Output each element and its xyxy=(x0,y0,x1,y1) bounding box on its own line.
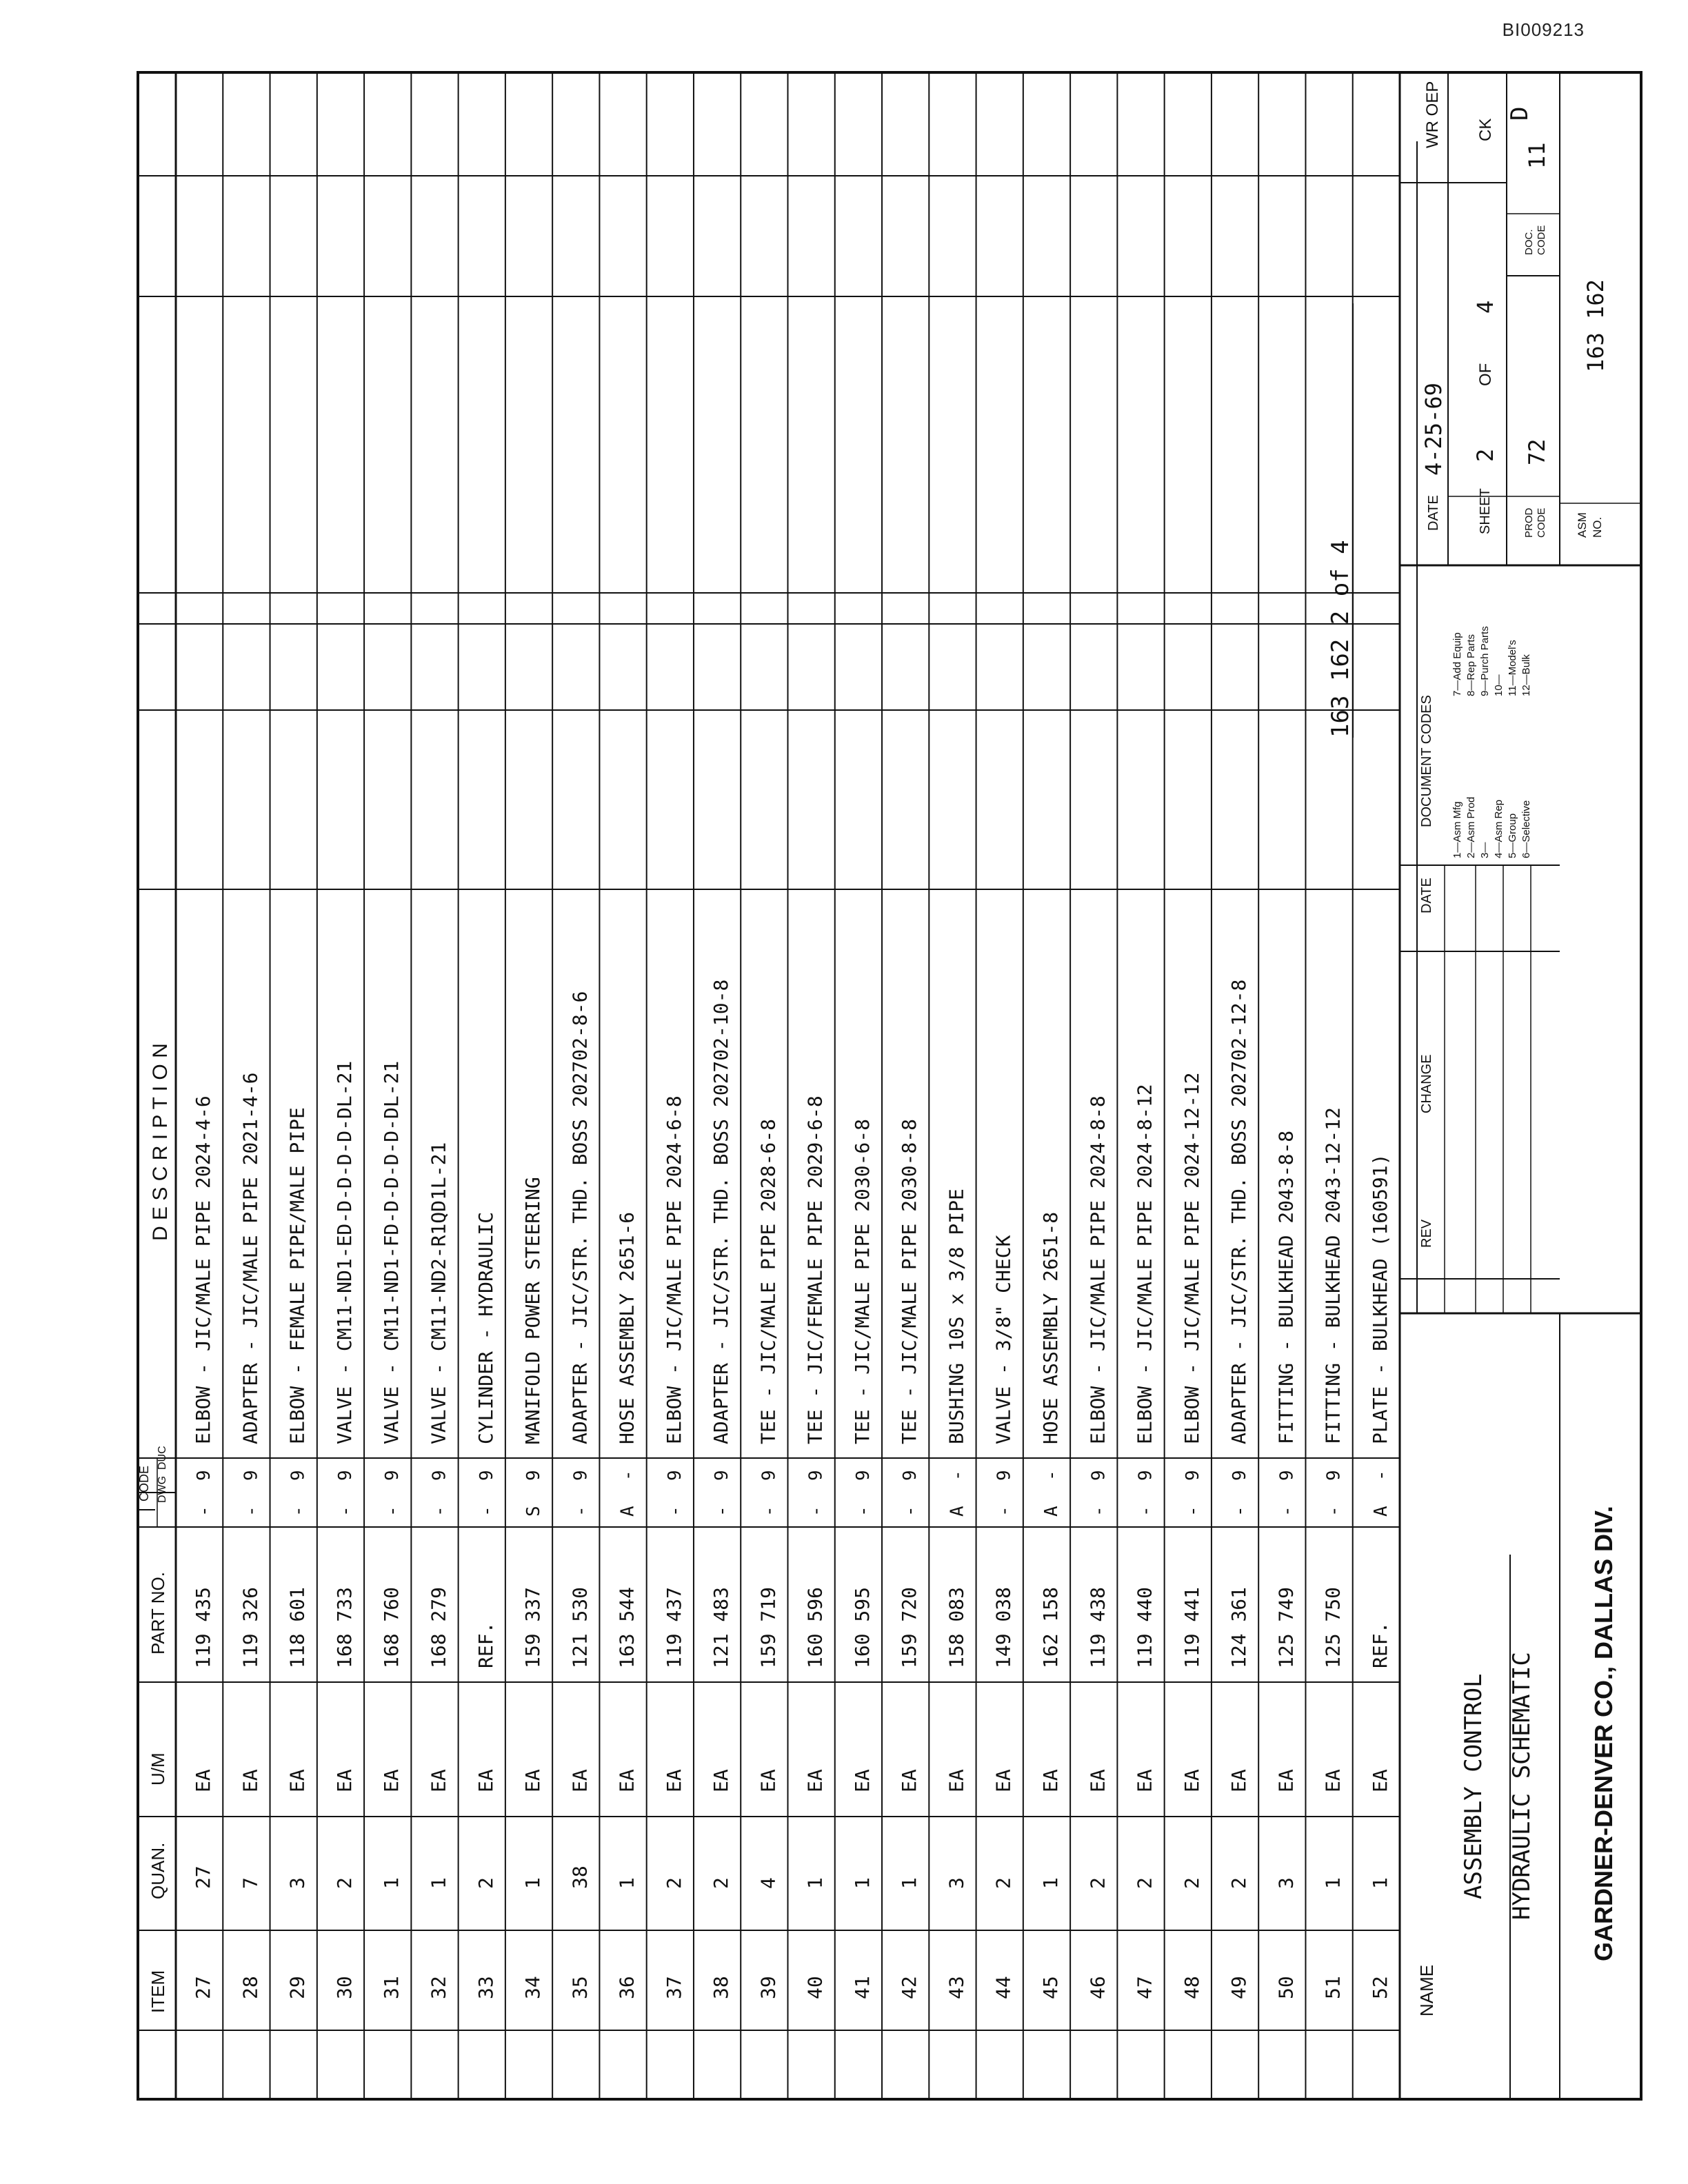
part-number: 159 720 xyxy=(898,1586,921,1668)
header-part-no: PART NO. xyxy=(148,1572,168,1655)
change-label: CHANGE xyxy=(1419,1054,1434,1113)
part-number: 168 279 xyxy=(427,1586,450,1668)
quantity: 1 xyxy=(850,1877,874,1889)
duc-code: 9 xyxy=(1229,1470,1251,1481)
header-duc: DUC xyxy=(157,1446,168,1470)
prod-code-label-1: PROD xyxy=(1523,507,1535,538)
unit-of-measure: EA xyxy=(992,1769,1015,1792)
dwg-code: - xyxy=(429,1506,450,1517)
dwg-code: - xyxy=(194,1506,215,1517)
quantity: 27 xyxy=(192,1866,215,1889)
description: TEE - JIC/MALE PIPE 2030-8-8 xyxy=(898,1118,921,1444)
name-label: NAME xyxy=(1416,1964,1437,2016)
dwg-code: A xyxy=(1041,1506,1062,1517)
part-number: 119 440 xyxy=(1133,1586,1156,1668)
company-name: GARDNER-DENVER CO., DALLAS DIV. xyxy=(1589,1506,1618,1961)
unit-of-measure: EA xyxy=(1368,1769,1391,1792)
quantity: 1 xyxy=(1039,1877,1062,1889)
description: ADAPTER - JIC/MALE PIPE 2021-4-6 xyxy=(239,1072,262,1444)
duc-code: 9 xyxy=(1323,1470,1345,1481)
item-number: 40 xyxy=(803,1976,827,1999)
table-row xyxy=(1274,1131,1297,1999)
item-number: 49 xyxy=(1227,1976,1251,1999)
document-code: 8—Rep Parts xyxy=(1465,634,1477,696)
part-number: 121 530 xyxy=(568,1586,592,1668)
duc-code: 9 xyxy=(334,1470,356,1481)
title-block xyxy=(1416,81,1618,2016)
description: ELBOW - FEMALE PIPE/MALE PIPE xyxy=(285,1107,309,1444)
document-code: 4—Asm Rep xyxy=(1493,799,1505,858)
quantity: 38 xyxy=(568,1866,592,1889)
duc-code: 9 xyxy=(1135,1470,1156,1481)
item-number: 46 xyxy=(1086,1976,1109,1999)
description: ELBOW - JIC/MALE PIPE 2024-8-12 xyxy=(1133,1084,1156,1444)
dwg-code: - xyxy=(334,1506,356,1517)
description: ELBOW - JIC/MALE PIPE 2024-4-6 xyxy=(192,1095,215,1444)
item-number: 50 xyxy=(1274,1976,1298,1999)
description: FITTING - BULKHEAD 2043-8-8 xyxy=(1274,1130,1298,1444)
duc-code: 9 xyxy=(805,1470,827,1481)
unit-of-measure: EA xyxy=(192,1769,215,1792)
table-grid xyxy=(138,72,1641,2099)
quantity: 2 xyxy=(992,1877,1015,1889)
table-row xyxy=(1227,980,1250,1999)
duc-code: 9 xyxy=(570,1470,592,1481)
unit-of-measure: EA xyxy=(239,1769,262,1792)
duc-code: 9 xyxy=(1276,1470,1298,1481)
header-dwg: DWG xyxy=(157,1475,168,1503)
description: BUSHING 10S x 3/8 PIPE xyxy=(945,1189,968,1444)
ck-label: CK xyxy=(1476,118,1495,141)
description: VALVE - CM11-ND1-FD-D-D-D-D-DL-21 xyxy=(380,1060,403,1444)
header-item: ITEM xyxy=(148,1970,168,2013)
duc-code: 9 xyxy=(382,1470,403,1481)
header-code: CODE xyxy=(137,1465,151,1502)
header-quan: QUAN. xyxy=(148,1842,168,1899)
duc-code: 9 xyxy=(712,1470,733,1481)
description: VALVE - CM11-ND1-ED-D-D-D-D-DL-21 xyxy=(332,1060,356,1444)
duc-code: 9 xyxy=(1182,1470,1203,1481)
description: HOSE ASSEMBLY 2651-8 xyxy=(1039,1211,1062,1444)
unit-of-measure: EA xyxy=(662,1769,685,1792)
unit-of-measure: EA xyxy=(427,1769,450,1792)
unit-of-measure: EA xyxy=(474,1769,497,1792)
quantity: 7 xyxy=(239,1877,262,1889)
document-code: 5—Group xyxy=(1507,813,1518,858)
dwg-code: - xyxy=(1182,1506,1203,1517)
item-number: 52 xyxy=(1368,1976,1391,1999)
quantity: 1 xyxy=(380,1877,403,1889)
quantity: 2 xyxy=(1180,1877,1203,1889)
item-number: 43 xyxy=(945,1976,968,1999)
unit-of-measure: EA xyxy=(1180,1769,1203,1792)
rev-date-label: DATE xyxy=(1419,878,1434,913)
dwg-code: - xyxy=(288,1506,309,1517)
quantity: 1 xyxy=(803,1877,827,1889)
unit-of-measure: EA xyxy=(332,1769,356,1792)
item-number: 30 xyxy=(332,1976,356,1999)
item-number: 39 xyxy=(756,1976,780,1999)
assembly-name-line1: ASSEMBLY CONTROL xyxy=(1460,1673,1487,1899)
part-number: 119 437 xyxy=(662,1586,685,1668)
duc-code: 9 xyxy=(194,1470,215,1481)
table-row xyxy=(663,1095,685,1999)
duc-code: - xyxy=(1370,1470,1391,1481)
item-number: 35 xyxy=(568,1976,592,1999)
doc-code-label-2: CODE xyxy=(1536,225,1547,255)
part-number: 119 435 xyxy=(192,1586,215,1668)
table-row xyxy=(1322,1107,1345,1999)
dwg-code: - xyxy=(994,1506,1015,1517)
part-number: 159 337 xyxy=(521,1586,545,1668)
description: ELBOW - JIC/MALE PIPE 2024-6-8 xyxy=(662,1095,685,1444)
dwg-code: - xyxy=(1276,1506,1298,1517)
unit-of-measure: EA xyxy=(1274,1769,1298,1792)
quantity: 2 xyxy=(1227,1877,1251,1889)
item-number: 47 xyxy=(1133,1976,1156,1999)
quantity: 2 xyxy=(1086,1877,1109,1889)
quantity: 1 xyxy=(521,1877,545,1889)
part-number: 121 483 xyxy=(710,1586,733,1668)
item-number: 38 xyxy=(710,1976,733,1999)
quantity: 2 xyxy=(332,1877,356,1889)
table-row xyxy=(333,1061,356,1999)
quantity: 1 xyxy=(1368,1877,1391,1889)
description: HOSE ASSEMBLY 2651-6 xyxy=(615,1211,639,1444)
duc-code: 9 xyxy=(900,1470,921,1481)
quantity: 2 xyxy=(662,1877,685,1889)
part-number: 118 601 xyxy=(285,1586,309,1668)
document-code: 3— xyxy=(1479,842,1491,858)
item-number: 33 xyxy=(474,1976,497,1999)
quantity: 1 xyxy=(898,1877,921,1889)
quantity: 3 xyxy=(285,1877,309,1889)
column-header-row xyxy=(137,1043,172,2013)
item-number: 44 xyxy=(992,1976,1015,1999)
unit-of-measure: EA xyxy=(1086,1769,1109,1792)
prod-code-label-2: CODE xyxy=(1536,507,1547,538)
prod-code-value: 72 xyxy=(1524,438,1550,465)
part-number: 125 750 xyxy=(1321,1586,1345,1668)
part-number: 149 038 xyxy=(992,1586,1015,1668)
of-value: 4 xyxy=(1472,300,1498,314)
document-codes-list-1 xyxy=(1451,797,1532,858)
table-row xyxy=(380,1061,403,1999)
part-number: 168 733 xyxy=(332,1586,356,1668)
rev-label: REV xyxy=(1419,1219,1434,1248)
part-number: 119 441 xyxy=(1180,1586,1203,1668)
unit-of-measure: EA xyxy=(1133,1769,1156,1792)
document-code: 2—Asm Prod xyxy=(1465,796,1477,858)
document-code: 1—Asm Mfg xyxy=(1451,801,1463,858)
duc-code: 9 xyxy=(476,1470,497,1481)
outer-border xyxy=(138,72,1641,2099)
quantity: 2 xyxy=(474,1877,497,1889)
document-code: 11—Model's xyxy=(1507,640,1518,696)
dwg-code: - xyxy=(900,1506,921,1517)
unit-of-measure: EA xyxy=(1227,1769,1251,1792)
unit-of-measure: EA xyxy=(945,1769,968,1792)
unit-of-measure: EA xyxy=(615,1769,639,1792)
item-number: 27 xyxy=(192,1976,215,1999)
table-row xyxy=(616,1212,639,1999)
duc-code: 9 xyxy=(852,1470,874,1481)
table-row xyxy=(945,1189,967,1999)
unit-of-measure: EA xyxy=(521,1769,545,1792)
quantity: 1 xyxy=(615,1877,639,1889)
table-row xyxy=(286,1107,309,1999)
duc-code: 9 xyxy=(1088,1470,1109,1481)
item-number: 31 xyxy=(380,1976,403,1999)
assembly-name-line2: HYDRAULIC SCHEMATIC xyxy=(1508,1652,1536,1920)
dwg-code: - xyxy=(1323,1506,1345,1517)
item-number: 37 xyxy=(662,1976,685,1999)
item-number: 29 xyxy=(285,1976,309,1999)
item-number: 45 xyxy=(1039,1976,1062,1999)
table-row xyxy=(1134,1084,1156,1999)
unit-of-measure: EA xyxy=(285,1769,309,1792)
description: VALVE - CM11-ND2-R1QD1L-21 xyxy=(427,1142,450,1444)
dwg-code: A xyxy=(617,1506,639,1517)
duc-code: 9 xyxy=(664,1470,685,1481)
description: ELBOW - JIC/MALE PIPE 2024-8-8 xyxy=(1086,1095,1109,1444)
description: PLATE - BULKHEAD (160591) xyxy=(1368,1153,1391,1444)
item-number: 48 xyxy=(1180,1976,1203,1999)
unit-of-measure: EA xyxy=(380,1769,403,1792)
dwg-code: - xyxy=(382,1506,403,1517)
item-number: 28 xyxy=(239,1976,262,1999)
part-number: 160 596 xyxy=(803,1586,827,1668)
part-number: 119 326 xyxy=(239,1586,262,1668)
duc-code: 9 xyxy=(758,1470,780,1481)
table-row xyxy=(804,1095,827,1999)
dwg-code: - xyxy=(570,1506,592,1517)
quantity: 1 xyxy=(427,1877,450,1889)
header-description: D E S C R I P T I O N xyxy=(149,1043,172,1241)
part-number: 124 361 xyxy=(1227,1586,1251,1668)
dwg-code: - xyxy=(241,1506,262,1517)
part-number: 160 595 xyxy=(850,1586,874,1668)
dwg-code: - xyxy=(758,1506,780,1517)
quantity: 2 xyxy=(1133,1877,1156,1889)
table-row xyxy=(474,1212,497,1999)
description: VALVE - 3/8" CHECK xyxy=(992,1235,1015,1444)
document-code: 12—Bulk xyxy=(1520,654,1532,696)
table-row xyxy=(239,1073,261,1999)
part-number: 168 760 xyxy=(380,1586,403,1668)
item-number: 34 xyxy=(521,1976,545,1999)
dwg-code: - xyxy=(712,1506,733,1517)
unit-of-measure: EA xyxy=(1039,1769,1062,1792)
duc-code: 9 xyxy=(994,1470,1015,1481)
duc-code: - xyxy=(947,1470,968,1481)
document-code: 10— xyxy=(1493,674,1505,696)
item-number: 41 xyxy=(850,1976,874,1999)
duc-code: - xyxy=(1041,1470,1062,1481)
part-number: 159 719 xyxy=(756,1586,780,1668)
description: ADAPTER - JIC/STR. THD. BOSS 202702-8-6 xyxy=(568,991,592,1444)
duc-code: 9 xyxy=(429,1470,450,1481)
description: ELBOW - JIC/MALE PIPE 2024-12-12 xyxy=(1180,1072,1203,1444)
document-codes-list-2 xyxy=(1451,626,1532,696)
document-id: BI009213 xyxy=(1502,19,1585,40)
table-row xyxy=(1039,1212,1062,1999)
dwg-code: - xyxy=(1088,1506,1109,1517)
unit-of-measure: EA xyxy=(568,1769,592,1792)
description: TEE - JIC/FEMALE PIPE 2029-6-8 xyxy=(803,1095,827,1444)
quantity: 3 xyxy=(1274,1877,1298,1889)
quantity: 2 xyxy=(710,1877,733,1889)
item-number: 36 xyxy=(615,1976,639,1999)
duc-code: 9 xyxy=(288,1470,309,1481)
table-row xyxy=(992,1235,1015,1999)
table-row xyxy=(756,1119,779,1999)
dwg-code: - xyxy=(1135,1506,1156,1517)
quantity: 1 xyxy=(1321,1877,1345,1889)
table-row xyxy=(521,1177,544,1999)
part-number: REF. xyxy=(1368,1621,1391,1668)
header-reference: 163 162 2 of 4 xyxy=(1327,540,1354,738)
doc-code-value: 11 xyxy=(1524,142,1550,169)
asm-no-label-1: ASM xyxy=(1576,512,1589,538)
date-label: DATE xyxy=(1426,495,1441,531)
description: FITTING - BULKHEAD 2043-12-12 xyxy=(1321,1107,1345,1444)
sheet-label: SHEET xyxy=(1478,488,1493,534)
wr-oep-label: WR OEP xyxy=(1423,81,1442,148)
sheet-value: 2 xyxy=(1472,448,1498,462)
description: TEE - JIC/MALE PIPE 2028-6-8 xyxy=(756,1118,780,1444)
dwg-code: - xyxy=(852,1506,874,1517)
part-number: 119 438 xyxy=(1086,1586,1109,1668)
unit-of-measure: EA xyxy=(1321,1769,1345,1792)
quantity: 4 xyxy=(756,1877,780,1889)
duc-code: 9 xyxy=(523,1470,545,1481)
part-number: 158 083 xyxy=(945,1586,968,1668)
table-row xyxy=(1086,1095,1109,1999)
table-row xyxy=(192,1095,214,1999)
item-number: 51 xyxy=(1321,1976,1345,1999)
document-code: 9—Purch Parts xyxy=(1479,626,1491,696)
quantity: 3 xyxy=(945,1877,968,1889)
dwg-code: - xyxy=(476,1506,497,1517)
description: TEE - JIC/MALE PIPE 2030-6-8 xyxy=(850,1118,874,1444)
unit-of-measure: EA xyxy=(803,1769,827,1792)
part-number: 162 158 xyxy=(1039,1586,1062,1668)
description: MANIFOLD POWER STEERING xyxy=(521,1177,545,1444)
dwg-code: A xyxy=(947,1506,968,1517)
table-row xyxy=(568,991,591,1999)
doc-code-label-1: DOC. xyxy=(1523,229,1535,255)
duc-code: 9 xyxy=(241,1470,262,1481)
of-label: OF xyxy=(1476,363,1495,386)
part-number: 163 544 xyxy=(615,1586,639,1668)
document-codes-label: DOCUMENT CODES xyxy=(1419,695,1434,827)
dwg-code: A xyxy=(1370,1506,1391,1517)
table-row xyxy=(851,1119,874,1999)
asm-no-label-2: NO. xyxy=(1591,516,1604,538)
duc-code: - xyxy=(617,1470,639,1481)
document-code: 6—Selective xyxy=(1520,800,1532,858)
dwg-code: - xyxy=(805,1506,827,1517)
unit-of-measure: EA xyxy=(756,1769,780,1792)
asm-no-value: 163 162 xyxy=(1582,279,1609,372)
unit-of-measure: EA xyxy=(850,1769,874,1792)
description: ADAPTER - JIC/STR. THD. BOSS 202702-12-8 xyxy=(1227,979,1251,1444)
table-row xyxy=(428,1142,450,1999)
dwg-code: - xyxy=(1229,1506,1251,1517)
item-number: 32 xyxy=(427,1976,450,1999)
table-row xyxy=(1180,1073,1203,1999)
dwg-code: S xyxy=(523,1506,545,1517)
table-row xyxy=(710,980,732,1999)
part-number: REF. xyxy=(474,1621,497,1668)
document-code: 7—Add Equip xyxy=(1451,632,1463,696)
unit-of-measure: EA xyxy=(710,1769,733,1792)
date-value: 4-25-69 xyxy=(1420,383,1447,476)
header-um: U/M xyxy=(148,1752,168,1786)
item-number: 42 xyxy=(898,1976,921,1999)
unit-of-measure: EA xyxy=(898,1769,921,1792)
description: ADAPTER - JIC/STR. THD. BOSS 202702-10-8 xyxy=(710,979,733,1444)
part-number: 125 749 xyxy=(1274,1586,1298,1668)
table-row xyxy=(898,1119,921,1999)
corner-letter: D xyxy=(1506,106,1534,121)
table-row xyxy=(1369,1154,1391,1999)
dwg-code: - xyxy=(664,1506,685,1517)
description: CYLINDER - HYDRAULIC xyxy=(474,1211,497,1444)
